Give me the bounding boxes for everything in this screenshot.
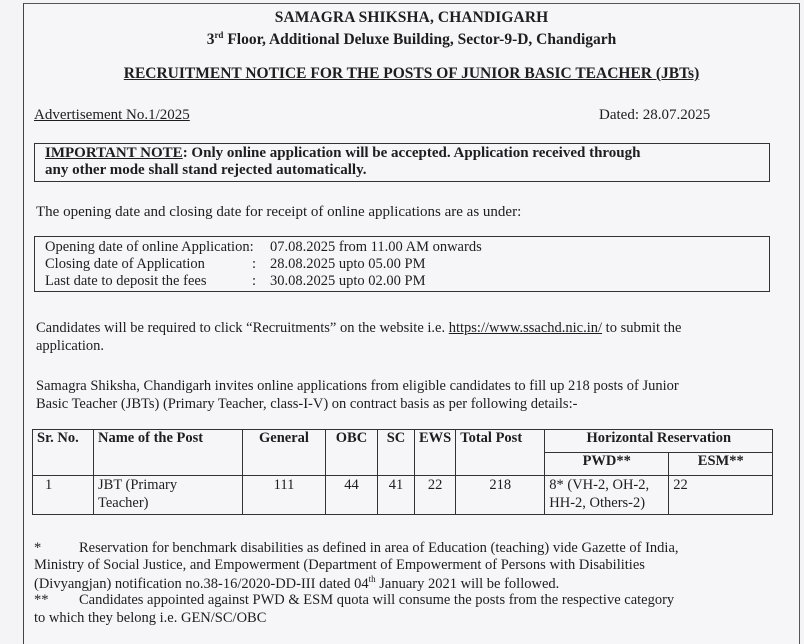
advertisement-date: Dated: 28.07.2025 — [599, 107, 711, 123]
date-value: 30.08.2025 upto 02.00 PM — [270, 273, 426, 289]
cell-general: 111 — [243, 476, 326, 515]
footnote-marker: ** — [34, 592, 49, 608]
header-obc: OBC — [326, 430, 378, 476]
website-paragraph-line1 — [36, 320, 681, 337]
footnote-text: Candidates appointed against PWD & ESM quota will consume the posts from the respective category — [79, 592, 675, 608]
address-floor: 3 — [206, 31, 215, 49]
header-total-post: Total Post — [456, 430, 545, 476]
cell-obc: 44 — [326, 476, 378, 515]
footnote-2-line1 — [34, 592, 674, 609]
footnote-marker: * — [34, 540, 42, 556]
header-post-name: Name of the Post — [94, 430, 243, 476]
date-value: 28.08.2025 upto 05.00 PM — [270, 256, 426, 272]
address-rest: Floor, Additional Deluxe Building, Sector-9-D, Chandigarh — [223, 31, 617, 49]
cell-esm: 22 — [669, 476, 773, 515]
website-text-before: Candidates will be required to click “Recruitments” on the website i.e. — [36, 320, 449, 336]
invite-paragraph-line2: Basic Teacher (JBTs) (Primary Teacher, class-I-V) on contract basis as per following details:- — [36, 396, 578, 412]
footnote-text: Reservation for benchmark disabilities as defined in area of Education (teaching) vide Gazette of India, — [79, 540, 679, 556]
important-note-box — [34, 143, 770, 182]
posts-table — [32, 429, 773, 515]
footnote-text: (Divyangjan) notification no.38-16/2020-DD-III dated 04 — [34, 575, 369, 592]
footnote-1-line3 — [34, 574, 559, 593]
website-text-after: to submit the — [602, 320, 682, 336]
footnote-sup: th — [368, 574, 376, 584]
table-header-row — [33, 430, 773, 453]
table-row — [33, 476, 773, 515]
date-label: Closing date of Application — [45, 256, 205, 272]
header-horizontal-reservation: Horizontal Reservation — [545, 430, 773, 453]
date-value: 07.08.2025 from 11.00 AM onwards — [270, 239, 482, 255]
header-pwd: PWD** — [545, 453, 669, 476]
important-note-line2: any other mode shall stand rejected automatically. — [45, 162, 367, 178]
pwd-line1: 8* (VH-2, OH-2, — [549, 477, 650, 493]
website-paragraph-line2: application. — [36, 338, 105, 354]
header-ews: EWS — [415, 430, 456, 476]
header-esm: ESM** — [669, 453, 773, 476]
post-name-line1: JBT (Primary — [98, 477, 178, 493]
important-note-line1 — [45, 145, 641, 162]
post-name-line2: Teacher) — [98, 495, 149, 511]
notice-page — [23, 3, 800, 644]
cell-sc: 41 — [378, 476, 415, 515]
invite-paragraph-line1: Samagra Shiksha, Chandigarh invites online applications from eligible candidates to fill up 218 posts of Junior — [36, 378, 679, 394]
notice-title: RECRUITMENT NOTICE FOR THE POSTS OF JUNIOR BASIC TEACHER (JBTs) — [123, 65, 700, 82]
dates-box — [34, 236, 770, 292]
org-address — [24, 30, 799, 49]
address-floor-suffix: rd — [214, 30, 224, 40]
header-general: General — [243, 430, 326, 476]
dates-intro: The opening date and closing date for receipt of online applications are as under: — [36, 204, 522, 220]
org-name: SAMAGRA SHIKSHA, CHANDIGARH — [274, 9, 549, 26]
cell-post-name — [94, 476, 243, 515]
date-colon: : — [252, 256, 257, 272]
pwd-line2: HH-2, Others-2) — [549, 495, 646, 511]
website-link[interactable]: https://www.ssachd.nic.in/ — [448, 320, 603, 336]
footnote-1-line2: Ministry of Social Justice, and Empowerment (Department of Empowerment of Persons with Disabilities — [34, 557, 645, 573]
important-note-text1: : Only online application will be accepted. Application received through — [182, 145, 641, 161]
footnote-text: January 2021 will be followed. — [375, 575, 560, 592]
footnote-2-line2: to which they belong i.e. GEN/SC/OBC — [34, 610, 267, 626]
cell-pwd — [545, 476, 669, 515]
date-colon: : — [252, 273, 257, 289]
advertisement-number: Advertisement No.1/2025 — [34, 107, 190, 123]
cell-sr-no: 1 — [33, 476, 94, 515]
cell-total: 218 — [456, 476, 545, 515]
header-sr-no: Sr. No. — [33, 430, 94, 476]
date-label: Opening date of online Application: — [45, 239, 254, 255]
header-sc: SC — [378, 430, 415, 476]
cell-ews: 22 — [415, 476, 456, 515]
important-note-label: IMPORTANT NOTE — [45, 145, 183, 161]
date-label: Last date to deposit the fees — [45, 273, 207, 289]
footnote-1-line1 — [34, 540, 679, 557]
